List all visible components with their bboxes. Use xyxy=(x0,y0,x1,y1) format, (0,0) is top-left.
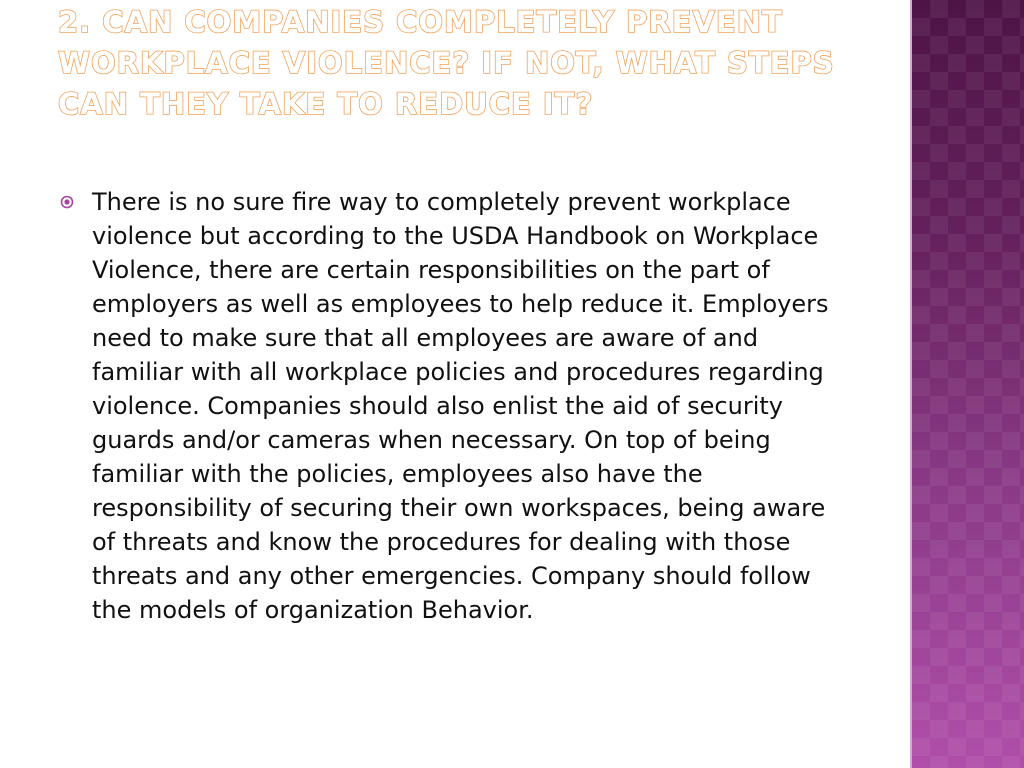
bullet-item xyxy=(60,185,840,627)
decorative-side-band xyxy=(912,0,1024,768)
slide-title: 2. CAN COMPANIES COMPLETELY PREVENT WORKPLACE VIOLENCE? IF NOT, WHAT STEPS CAN THEY TAKE TO REDUCE IT? xyxy=(58,5,835,121)
circle-dot-bullet-icon xyxy=(60,195,74,209)
bullet-text: There is no sure fire way to completely prevent workplace violence but according to the USDA Handbook on Workplace Violence, there are certain responsibilities on the part of employers as well as employees to help reduce it. Employers need to make sure that all employees are aware of and familiar with all workplace policies and procedures regarding violence. Companies should also enlist the aid of security guards and/or cameras when necessary. On top of being familiar with the policies, employees also have the responsibility of securing their own workspaces, being aware of threats and know the procedures for dealing with those threats and any other emergencies. Company should follow the models of organization Behavior. xyxy=(92,188,829,624)
bullet-list xyxy=(60,185,840,627)
